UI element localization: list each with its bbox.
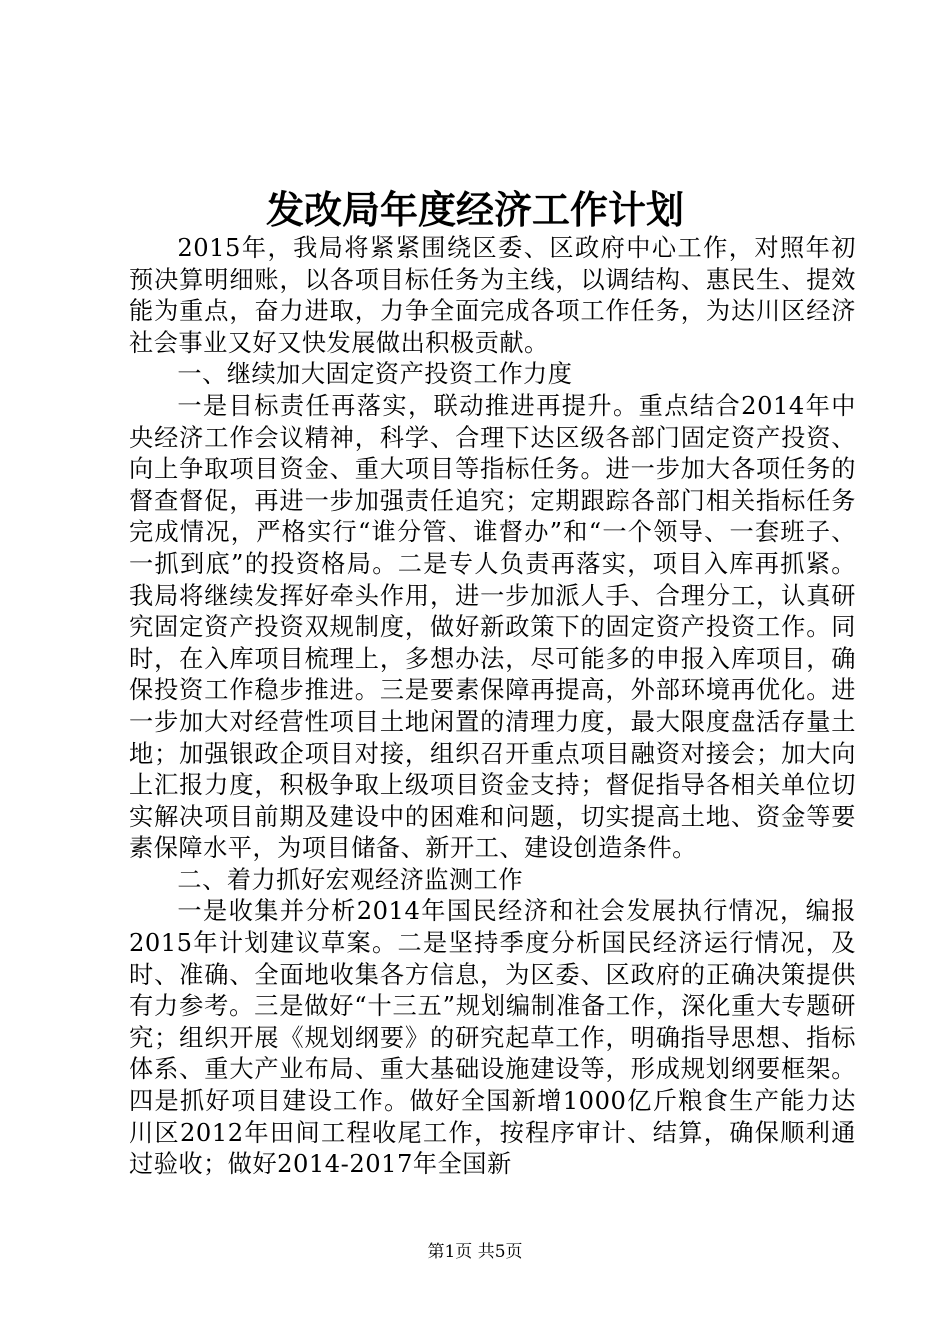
paragraph-section-2: 一是收集并分析2014年国民经济和社会发展执行情况，编报2015年计划建议草案。二是坚持季度分析国民经济运行情况，及时、准确、全面地收集各方信息，为区委、区政府的正确决策提供有力参考。三是做好“十三五”规划编制准备工作，深化重大专题研究；组织开展《规划纲要》的研究起草工作，明确指导思想、指标体系、重大产业布局、重大基础设施建设等，形成规划纲要框架。四是抓好项目建设工作。做好全国新增1000亿斤粮食生产能力达川区2012年田间工程收尾工作，按程序审计、结算，确保顺利通过验收；做好2014-2017年全国新 xyxy=(129,897,856,1179)
page-number: 第1页 共5页 xyxy=(427,1242,523,1262)
paragraph-section-1: 一是目标责任再落实，联动推进再提升。重点结合2014年中央经济工作会议精神，科学、合理下达区级各部门固定资产投资、向上争取项目资金、重大项目等指标任务。进一步加大各项任务的督查督促，再进一步加强责任追究；定期跟踪各部门相关指标任务完成情况，严格实行“谁分管、谁督办”和“一个领导、一套班子、一抓到底”的投资格局。二是专人负责再落实，项目入库再抓紧。我局将继续发挥好牵头作用，进一步加派人手、合理分工，认真研究固定资产投资双规制度，做好新政策下的固定资产投资工作。同时，在入库项目梳理上，多想办法，尽可能多的申报入库项目，确保投资工作稳步推进。三是要素保障再提高，外部环境再优化。进一步加大对经营性项目土地闲置的清理力度，最大限度盘活存量土地；加强银政企项目对接，组织召开重点项目融资对接会；加大向上汇报力度，积极争取上级项目资金支持；督促指导各相关单位切实解决项目前期及建设中的困难和问题，切实提高土地、资金等要素保障水平，为项目储备、新开工、建设创造条件。 xyxy=(129,391,856,863)
document-title: 发改局年度经济工作计划 xyxy=(265,187,684,232)
paragraph-intro: 2015年，我局将紧紧围绕区委、区政府中心工作，对照年初预决算明细账，以各项目标任务为主线，以调结构、惠民生、提效能为重点，奋力进取，力争全面完成各项工作任务，为达川区经济社会事业又好又快发展做出积极贡献。 xyxy=(129,234,856,357)
document-body xyxy=(129,233,856,1181)
section-heading-2: 二、着力抓好宏观经济监测工作 xyxy=(177,865,524,894)
section-heading-1: 一、继续加大固定资产投资工作力度 xyxy=(177,360,573,389)
